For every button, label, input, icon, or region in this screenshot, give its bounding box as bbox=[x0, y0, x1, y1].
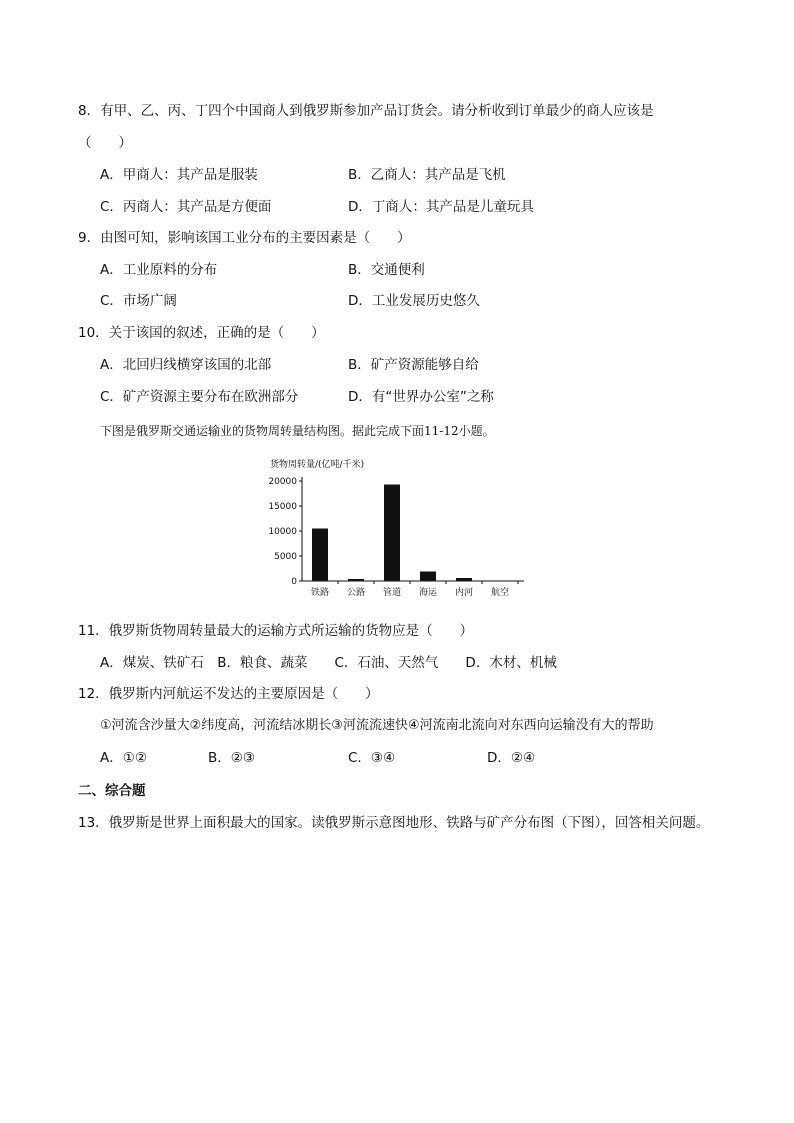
q9-option-b: B．交通便利 bbox=[348, 262, 425, 278]
x-tick-label: 铁路 bbox=[310, 588, 330, 598]
q13-stem: 13．俄罗斯是世界上面积最大的国家。读俄罗斯示意图地形、铁路与矿产分布图（下图），回答相关问题。 bbox=[78, 815, 710, 831]
y-tick-label: 10000 bbox=[268, 527, 297, 537]
q8-option-a: A．甲商人：其产品是服装 bbox=[100, 167, 258, 183]
x-tick-label: 内河 bbox=[454, 588, 474, 598]
q10-option-b: B．矿产资源能够自给 bbox=[348, 357, 479, 373]
q12-stem: 12．俄罗斯内河航运不发达的主要原因是（ ） bbox=[78, 686, 379, 702]
q11-options: A．煤炭、铁矿石 B．粮食、蔬菜 C．石油、天然气 D．木材、机械 bbox=[100, 655, 557, 671]
q9-option-a: A．工业原料的分布 bbox=[100, 262, 218, 278]
q10-option-d: D．有“世界办公室”之称 bbox=[348, 389, 494, 405]
bar-4 bbox=[420, 572, 436, 582]
bar-5 bbox=[456, 578, 472, 581]
q12-option-c: C．③④ bbox=[348, 750, 396, 766]
q10-option-c: C．矿产资源主要分布在欧洲部分 bbox=[100, 389, 299, 405]
y-tick-label: 20000 bbox=[268, 477, 297, 487]
y-tick-label: 0 bbox=[291, 577, 297, 587]
q12-option-a: A．①② bbox=[100, 750, 147, 766]
y-tick-label: 5000 bbox=[274, 552, 297, 562]
q12-statements: ①河流含沙量大②纬度高，河流结冰期长③河流流速快④河流南北流向对东西向运输没有大的帮助 bbox=[100, 718, 654, 733]
bar-1 bbox=[312, 529, 328, 582]
x-tick-label: 公路 bbox=[346, 588, 366, 598]
q10-option-a: A．北回归线横穿该国的北部 bbox=[100, 357, 272, 373]
section-title: 二、综合题 bbox=[78, 783, 146, 799]
q8-option-b: B．乙商人：其产品是飞机 bbox=[348, 167, 506, 183]
q8-option-c: C．丙商人：其产品是方便面 bbox=[100, 199, 272, 215]
q11-stem: 11．俄罗斯货物周转量最大的运输方式所运输的货物应是（ ） bbox=[78, 623, 474, 639]
bar-6 bbox=[492, 581, 508, 582]
y-tick-label: 15000 bbox=[268, 502, 297, 512]
freight-turnover-bar-chart bbox=[262, 455, 532, 605]
bar-3 bbox=[384, 485, 400, 582]
x-tick-label: 航空 bbox=[490, 588, 510, 598]
x-tick-label: 海运 bbox=[418, 588, 438, 598]
q9-stem: 9．由图可知，影响该国工业分布的主要因素是（ ） bbox=[78, 230, 411, 246]
q8-stem: 8．有甲、乙、丙、丁四个中国商人到俄罗斯参加产品订货会。请分析收到订单最少的商人应该是 bbox=[78, 103, 654, 119]
q9-option-c: C．市场广阔 bbox=[100, 293, 177, 309]
q10-stem: 10．关于该国的叙述，正确的是（ ） bbox=[78, 325, 325, 341]
q12-option-d: D．②④ bbox=[487, 750, 536, 766]
x-tick-label: 管道 bbox=[382, 588, 402, 598]
q8-answer-paren: （ ） bbox=[78, 135, 132, 151]
chart-intro-note: 下图是俄罗斯交通运输业的货物周转量结构图。据此完成下面11-12小题。 bbox=[100, 424, 495, 438]
q8-option-d: D．丁商人：其产品是儿童玩具 bbox=[348, 199, 534, 215]
bar-2 bbox=[348, 579, 364, 581]
y-axis-label: 货物周转量/(亿吨/千米) bbox=[270, 460, 365, 470]
q9-option-d: D．工业发展历史悠久 bbox=[348, 293, 480, 309]
q12-option-b: B．②③ bbox=[208, 750, 255, 766]
